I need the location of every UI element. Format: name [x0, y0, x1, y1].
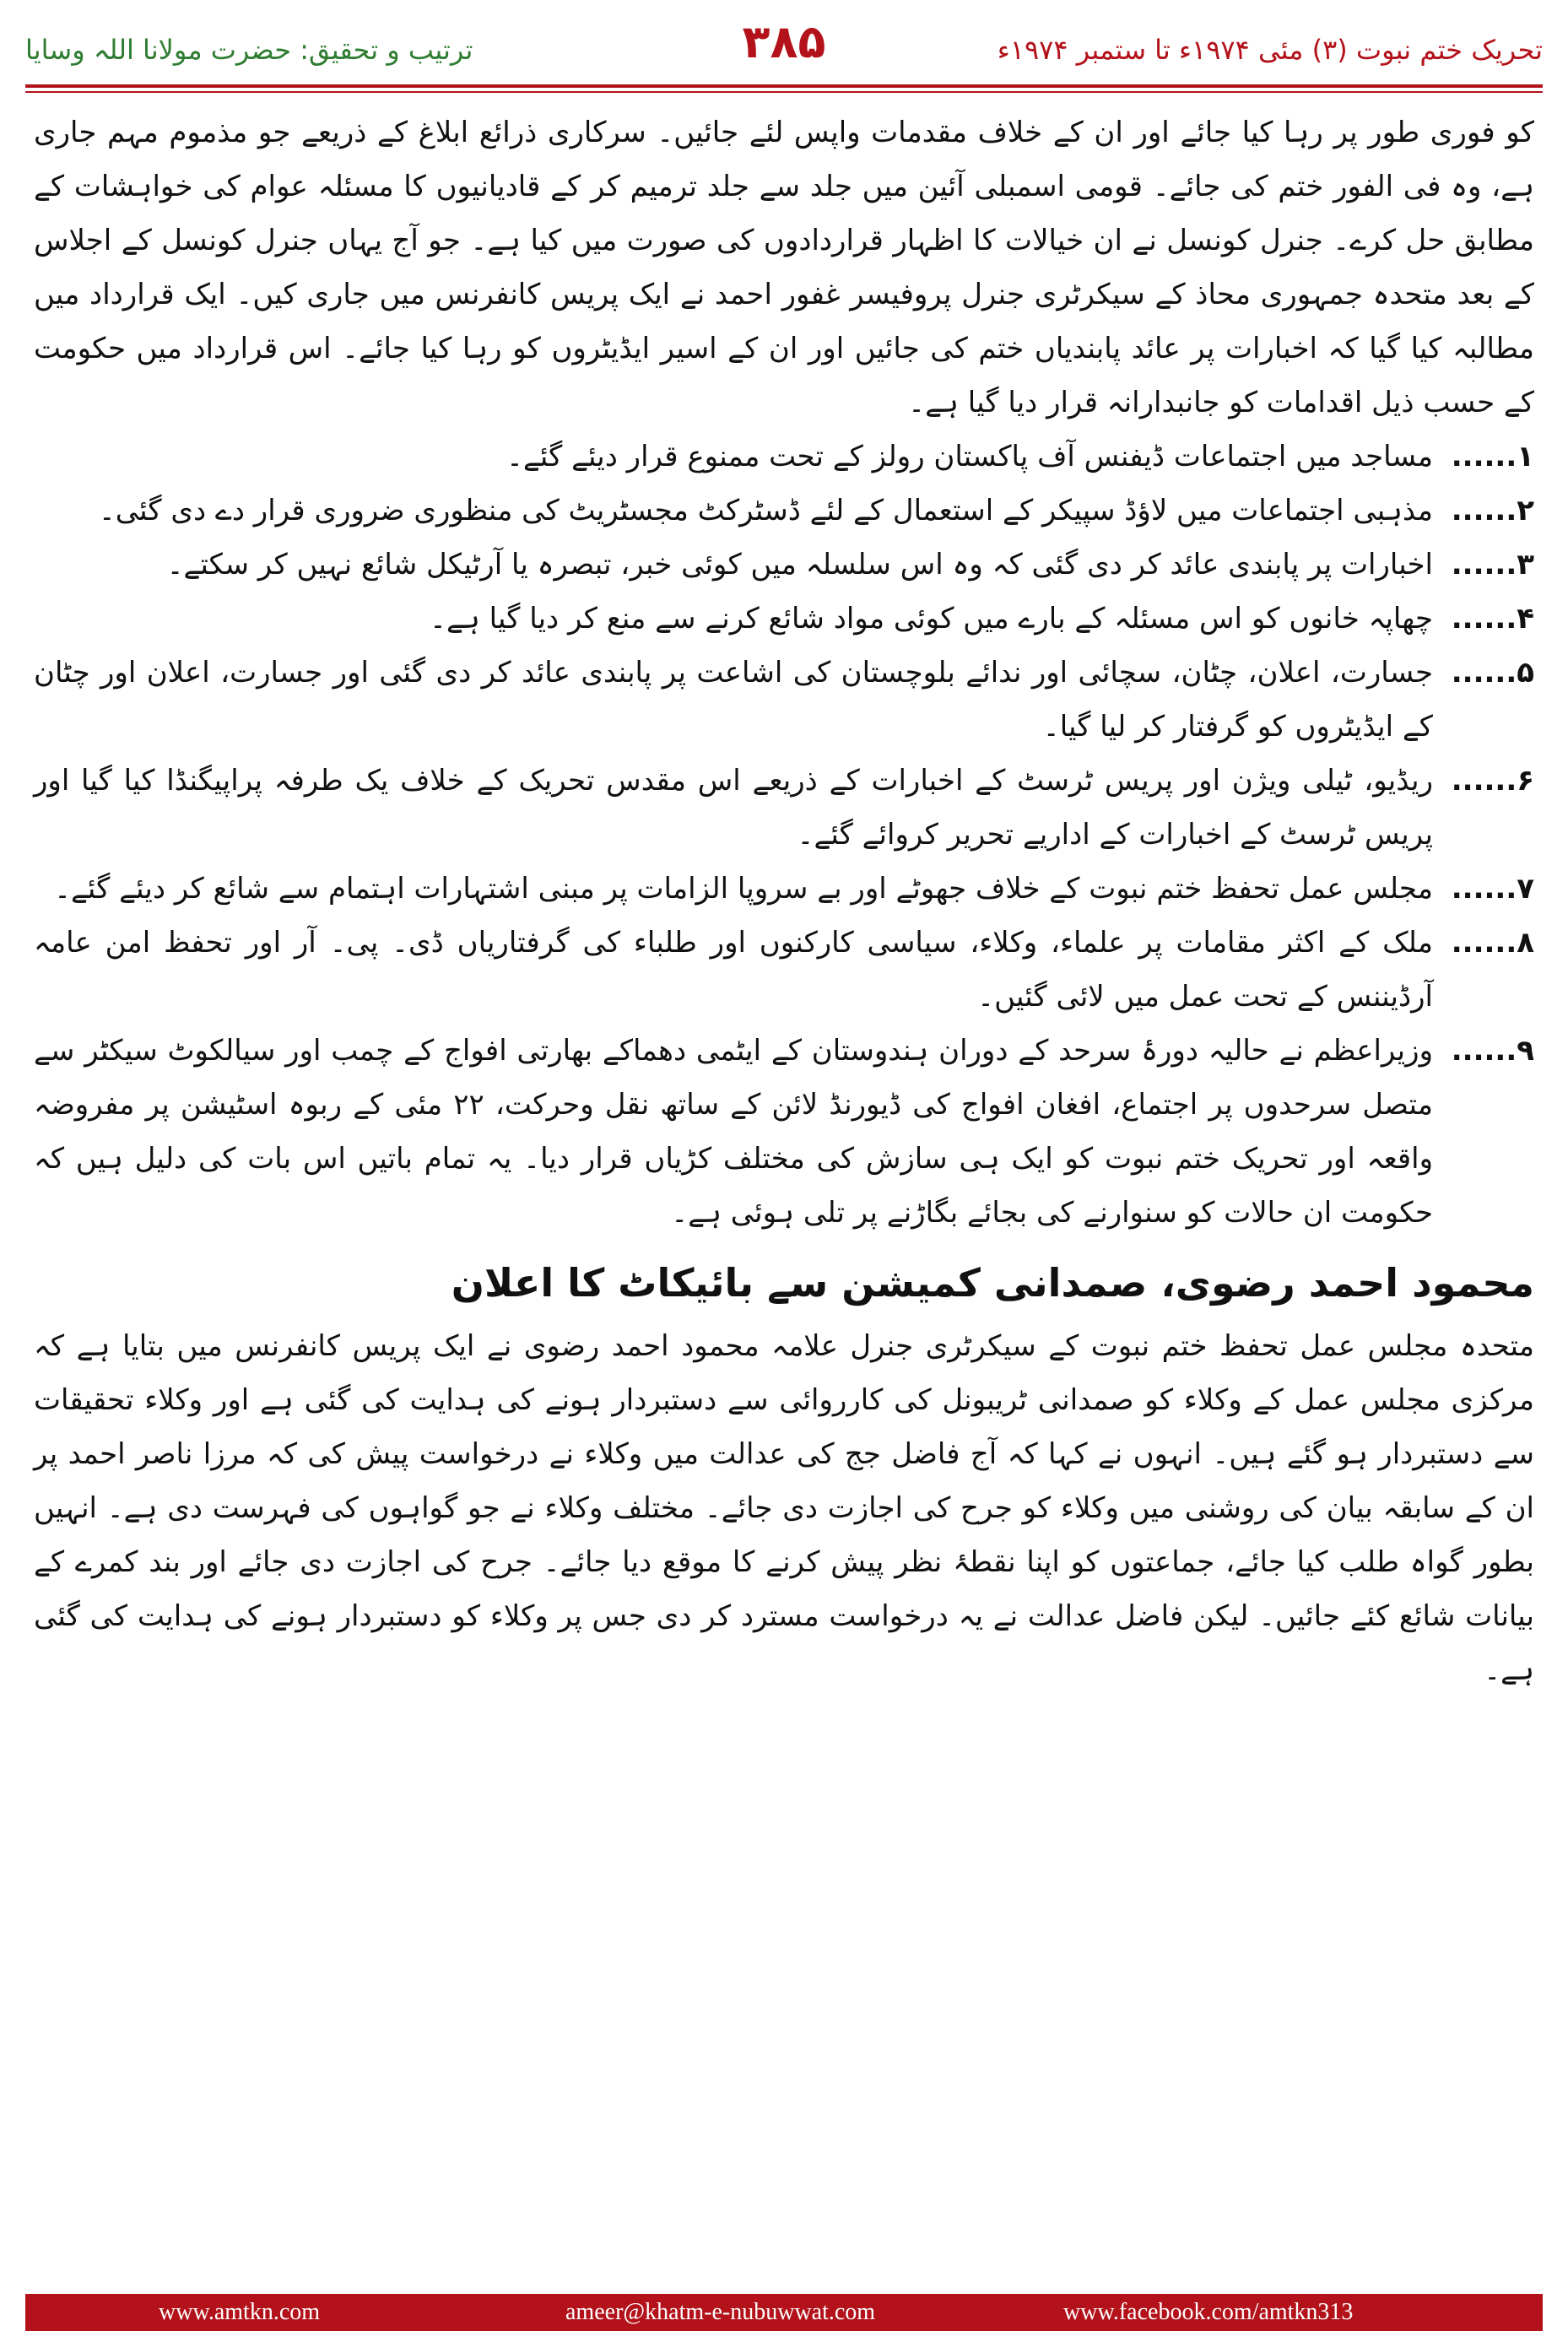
list-item-text: مساجد میں اجتماعات ڈیفنس آف پاکستان رولز کے تحت ممنوع قرار دیئے گئے۔ [506, 440, 1433, 473]
closing-paragraph: متحدہ مجلس عمل تحفظ ختم نبوت کے سیکرٹری جنرل علامہ محمود احمد رضوی نے ایک پریس کانفرنس میں بتایا ہے کہ مرکزی مجلس عمل کے وکلاء کو صمدانی ٹریبونل کی کارروائی سے دستبردار ہونے کی ہدایت کی گئی ہے اور وکلاء تحقیقات سے دستبردار ہو گئے ہیں۔ انہوں نے کہا کہ آج فاضل جج کی عدالت میں وکلاء نے درخواست پیش کی کہ مرزا ناصر احمد پر ان کے سابقہ بیان کی روشنی میں وکلاء کو جرح کی اجازت دی جائے۔ مختلف وکلاء نے جو گواہوں کی فہرست دی ہے۔ انہیں بطور گواہ طلب کیا جائے، جماعتوں کو اپنا نقطۂ نظر پیش کرنے کا موقع دیا جائے۔ جرح کی اجازت دی جائے اور بند کمرے کے بیانات شائع کئے جائیں۔ لیکن فاضل عدالت نے یہ درخواست مسترد کر دی جس پر وکلاء کو دستبردار ہونے کی ہدایت کی گئی ہے۔ [34, 1329, 1534, 1687]
list-item-text: مجلس عمل تحفظ ختم نبوت کے خلاف جھوٹے اور بے سروپا الزامات پر مبنی اشتہارات اہتمام سے شائع کر دیئے گئے۔ [54, 872, 1433, 906]
list-item-number: ۵...... [1451, 656, 1534, 690]
page-header [25, 15, 1543, 83]
list-item-text: ملک کے اکثر مقامات پر علماء، وکلاء، سیاسی کارکنوں اور طلباء کی گرفتاریاں ڈی۔ پی۔ آر اور تحفظ امن عامہ آرڈیننس کے تحت عمل میں لائی گئیں۔ [34, 926, 1433, 1014]
header-rule-thin [25, 91, 1543, 93]
list-item [34, 862, 1534, 916]
compiler-credit: ترتیب و تحقیق: حضرت مولانا اللہ وسایا [25, 34, 473, 66]
page-number: ۳۸۵ [742, 15, 826, 68]
list-item-number: ۹...... [1451, 1034, 1534, 1068]
list-item-number: ۴...... [1451, 602, 1534, 636]
list-item [34, 484, 1534, 538]
list-item-text: ریڈیو، ٹیلی ویژن اور پریس ٹرسٹ کے اخبارات کے ذریعے اس مقدس تحریک کے خلاف یک طرفہ پراپیگنڈا کیا گیا اور پریس ٹرسٹ کے اخبارات کے اداریے تحریر کروائے گئے۔ [34, 764, 1433, 852]
header-rule [25, 84, 1543, 88]
book-title: تحریک ختم نبوت (۳) مئی ۱۹۷۴ء تا ستمبر ۱۹۷۴ء [997, 34, 1543, 66]
list-item [34, 538, 1534, 592]
list-item-number: ۱...... [1451, 440, 1534, 473]
section-heading: محمود احمد رضوی، صمدانی کمیشن سے بائیکاٹ کا اعلان [451, 1260, 1534, 1306]
list-item-number: ۷...... [1451, 872, 1534, 906]
list-item-text: چھاپہ خانوں کو اس مسئلہ کے بارے میں کوئی مواد شائع کرنے سے منع کر دیا گیا ہے۔ [430, 602, 1433, 636]
list-item-number: ۲...... [1451, 494, 1534, 527]
list-item-text: مذہبی اجتماعات میں لاؤڈ سپیکر کے استعمال کے لئے ڈسٹرکٹ مجسٹریٹ کی منظوری ضروری قرار دے دی گئی۔ [98, 494, 1433, 527]
page-body [34, 105, 1534, 1697]
resolution-list [34, 430, 1534, 1240]
list-item-number: ۶...... [1451, 764, 1534, 798]
facebook-link[interactable]: www.facebook.com/amtkn313 [1063, 2299, 1354, 2325]
list-item-text: وزیراعظم نے حالیہ دورۂ سرحد کے دوران ہندوستان کے ایٹمی دھماکے بھارتی افواج کے چمب اور سیالکوٹ سیکٹر سے متصل سرحدوں پر اجتماع، افغان افواج کی ڈیورنڈ لائن کے ساتھ نقل وحرکت، ۲۲ مئی کے ربوہ اسٹیشن پر مفروضہ واقعہ اور تحریک ختم نبوت کو ایک ہی سازش کی مختلف کڑیاں قرار دیا۔ یہ تمام باتیں اس بات کی دلیل ہیں کہ حکومت ان حالات کو سنوارنے کی بجائے بگاڑنے پر تلی ہوئی ہے۔ [34, 1034, 1433, 1230]
list-item [34, 592, 1534, 646]
list-item-number: ۸...... [1451, 926, 1534, 960]
list-item [34, 754, 1534, 862]
intro-paragraph: کو فوری طور پر رہا کیا جائے اور ان کے خلاف مقدمات واپس لئے جائیں۔ سرکاری ذرائع ابلاغ کے ذریعے جو مذموم مہم جاری ہے، وہ فی الفور ختم کی جائے۔ قومی اسمبلی آئین میں جلد سے جلد ترمیم کر کے قادیانیوں کا مسئلہ عوام کی خواہشات کے مطابق حل کرے۔ جنرل کونسل نے ان خیالات کا اظہار قراردادوں کی صورت میں کیا ہے۔ جو آج یہاں جنرل کونسل کے اجلاس کے بعد متحدہ جمہوری محاذ کے سیکرٹری جنرل پروفیسر غفور احمد نے ایک پریس کانفرنس میں جاری کیں۔ ایک قرارداد میں مطالبہ کیا گیا کہ اخبارات پر عائد پابندیاں ختم کی جائیں اور ان کے اسیر ایڈیٹروں کو رہا کیا جائے۔ اس قرارداد میں حکومت کے حسب ذیل اقدامات کو جانبدارانہ قرار دیا گیا ہے۔ [34, 116, 1534, 419]
list-item [34, 916, 1534, 1024]
list-item-number: ۳...... [1451, 548, 1534, 581]
list-item [34, 1024, 1534, 1240]
list-item [34, 430, 1534, 484]
list-item-text: جسارت، اعلان، چٹان، سچائی اور ندائے بلوچستان کی اشاعت پر پابندی عائد کر دی گئی اور جسارت، اعلان اور چٹان کے ایڈیٹروں کو گرفتار کر لیا گیا۔ [34, 656, 1433, 744]
page-footer [25, 2294, 1543, 2331]
list-item [34, 646, 1534, 754]
website-link[interactable]: www.amtkn.com [159, 2299, 321, 2325]
email-link[interactable]: ameer@khatm-e-nubuwwat.com [565, 2299, 876, 2325]
list-item-text: اخبارات پر پابندی عائد کر دی گئی کہ وہ اس سلسلہ میں کوئی خبر، تبصرہ یا آرٹیکل شائع نہیں کر سکتے۔ [166, 548, 1433, 581]
